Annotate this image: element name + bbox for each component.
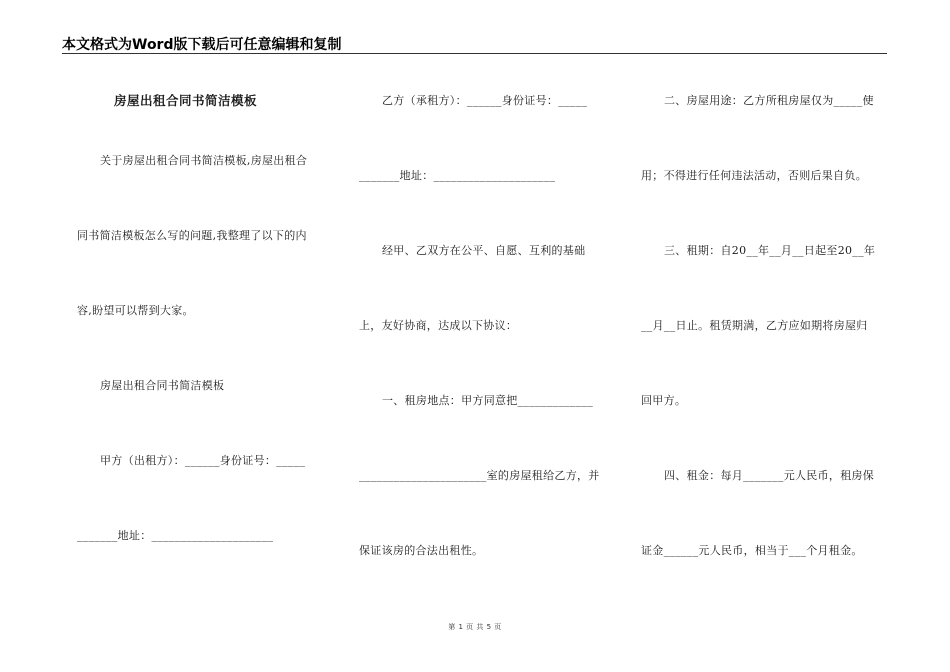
- paragraph-line: 同书简洁模板怎么写的问题,我整理了以下的内: [77, 229, 307, 242]
- paragraph-line: 乙方（承租方）：______身份证号：_____: [382, 94, 588, 107]
- paragraph-line: _______地址：_____________________: [77, 529, 274, 542]
- header-divider: [62, 53, 887, 54]
- paragraph-line: 经甲、乙双方在公平、自愿、互利的基础: [382, 244, 586, 257]
- paragraph-line: 三、租期：自20__年__月__日起至20__年: [664, 244, 876, 257]
- paragraph-line: 证金______元人民币，相当于___个月租金。: [641, 544, 863, 557]
- page-number-footer: 第 1 页 共 5 页: [448, 623, 502, 631]
- paragraph-line: 容,盼望可以帮到大家。: [77, 304, 194, 317]
- document-title: 房屋出租合同书简洁模板: [114, 93, 258, 108]
- paragraph-line: __月__日止。租赁期满，乙方应如期将房屋归: [641, 319, 868, 332]
- section-heading: 房屋出租合同书简洁模板: [100, 379, 225, 392]
- paragraph-line: 二、房屋用途：乙方所租房屋仅为_____使: [664, 94, 874, 107]
- paragraph-line: 用；不得进行任何违法活动，否则后果自负。: [641, 169, 867, 182]
- paragraph-line: 上，友好协商，达成以下协议：: [359, 319, 518, 332]
- paragraph-line: _______地址：_____________________: [359, 169, 556, 182]
- paragraph-line: ______________________室的房屋租给乙方，并: [359, 469, 600, 482]
- paragraph-line: 关于房屋出租合同书简洁模板,房屋出租合: [100, 154, 308, 167]
- document-header-banner: 本文格式为Word版下载后可任意编辑和复制: [62, 37, 342, 53]
- paragraph-line: 四、租金：每月_______元人民币，租房保: [664, 469, 875, 482]
- paragraph-line: 一、租房地点：甲方同意把_____________: [382, 394, 593, 407]
- paragraph-line: 保证该房的合法出租性。: [359, 544, 484, 557]
- paragraph-line: 回甲方。: [641, 394, 687, 407]
- paragraph-line: 甲方（出租方）：______身份证号：_____: [100, 454, 306, 467]
